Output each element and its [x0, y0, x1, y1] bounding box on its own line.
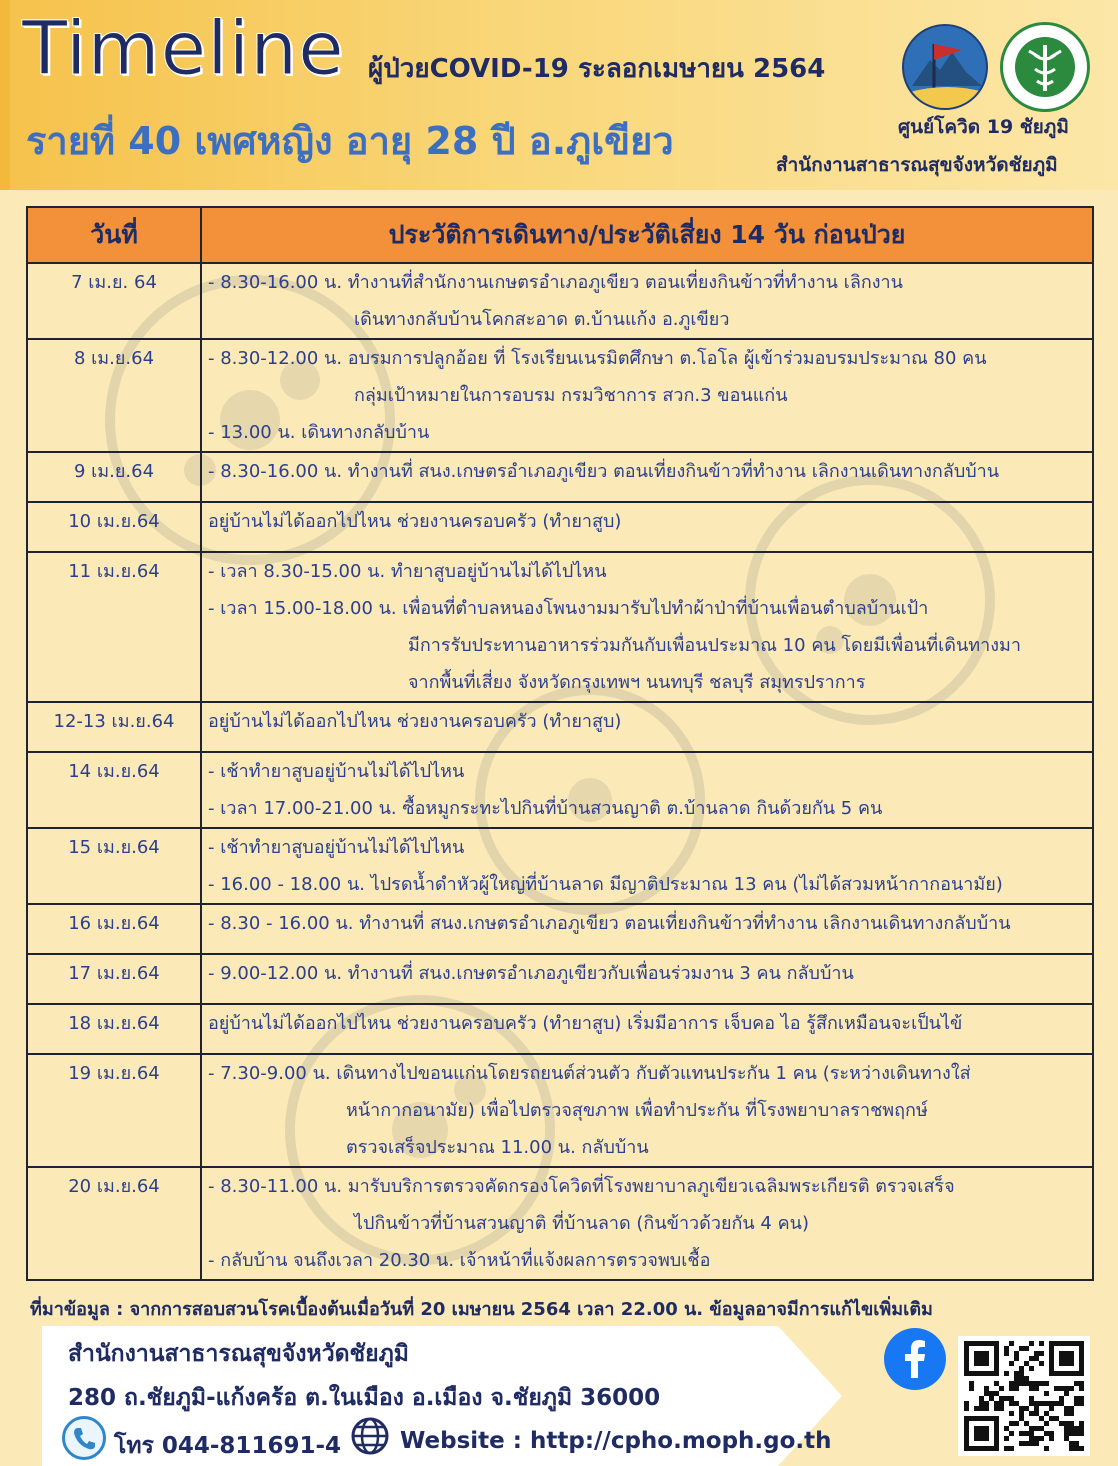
row-details — [201, 702, 1093, 752]
date-column-header: วันที่ — [27, 207, 201, 263]
table-row — [27, 1054, 1093, 1167]
timeline-title: Timeline — [22, 6, 345, 92]
row-date: 17 เม.ย.64 — [27, 954, 201, 1004]
row-details — [201, 502, 1093, 552]
row-details — [201, 828, 1093, 904]
ministry-of-public-health-logo — [1000, 22, 1090, 112]
row-date: 16 เม.ย.64 — [27, 904, 201, 954]
detail-line: - 7.30-9.00 น. เดินทางไปขอนแก่นโดยรถยนต์ส่วนตัว กับตัวแทนประกัน 1 คน (ระหว่างเดินทางใส่ — [208, 1063, 971, 1084]
row-date: 12-13 เม.ย.64 — [27, 702, 201, 752]
table-row — [27, 263, 1093, 339]
table-row — [27, 904, 1093, 954]
detail-line: ตรวจเสร็จประมาณ 11.00 น. กลับบ้าน — [346, 1137, 649, 1158]
row-details — [201, 1167, 1093, 1280]
row-date: 9 เม.ย.64 — [27, 452, 201, 502]
header-subtitle: ผู้ป่วยCOVID-19 ระลอกเมษายน 2564 — [368, 54, 826, 84]
row-date: 20 เม.ย.64 — [27, 1167, 201, 1280]
table-row — [27, 752, 1093, 828]
row-details — [201, 452, 1093, 502]
table-row — [27, 1167, 1093, 1280]
detail-line: เดินทางกลับบ้านโคกสะอาด ต.บ้านแก้ง อ.ภูเขียว — [354, 309, 730, 330]
detail-line: - เวลา 8.30-15.00 น. ทำยาสูบอยู่บ้านไม่ได้ไปไหน — [208, 561, 607, 582]
row-details — [201, 263, 1093, 339]
covid-center-name: ศูนย์โควิด 19 ชัยภูมิ — [898, 116, 1069, 138]
provincial-covid-center-logo — [902, 24, 988, 110]
row-date: 19 เม.ย.64 — [27, 1054, 201, 1167]
footer-office-name: สำนักงานสาธารณสุขจังหวัดชัยภูมิ — [68, 1341, 409, 1367]
header-accent — [0, 0, 10, 190]
detail-line: กลุ่มเป้าหมายในการอบรม กรมวิชาการ สวก.3 ขอนแก่น — [354, 385, 788, 406]
table-row — [27, 1004, 1093, 1054]
table-header-row — [27, 207, 1093, 263]
qr-code[interactable] — [958, 1336, 1090, 1456]
detail-line: - 9.00-12.00 น. ทำงานที่ สนง.เกษตรอำเภอภูเขียวกับเพื่อนร่วมงาน 3 คน กลับบ้าน — [208, 963, 854, 984]
detail-line: - เช้าทำยาสูบอยู่บ้านไม่ได้ไปไหน — [208, 837, 465, 858]
row-date: 15 เม.ย.64 — [27, 828, 201, 904]
detail-line: อยู่บ้านไม่ได้ออกไปไหน ช่วยงานครอบครัว (ทำยาสูบ) — [208, 711, 622, 732]
table-row — [27, 552, 1093, 702]
detail-line: - เวลา 15.00-18.00 น. เพื่อนที่ตำบลหนองโพนงามมารับไปทำผ้าป่าที่บ้านเพื่อนตำบลบ้านเป้า — [208, 598, 929, 619]
detail-line: อยู่บ้านไม่ได้ออกไปไหน ช่วยงานครอบครัว (ทำยาสูบ) — [208, 511, 622, 532]
table-row — [27, 954, 1093, 1004]
facebook-icon[interactable] — [884, 1328, 946, 1390]
row-date: 7 เม.ย. 64 — [27, 263, 201, 339]
row-date: 8 เม.ย.64 — [27, 339, 201, 452]
detail-line: - 8.30-16.00 น. ทำงานที่สำนักงานเกษตรอำเภอภูเขียว ตอนเที่ยงกินข้าวที่ทำงาน เลิกงาน — [208, 272, 903, 293]
row-details — [201, 904, 1093, 954]
row-date: 18 เม.ย.64 — [27, 1004, 201, 1054]
detail-line: ไปกินข้าวที่บ้านสวนญาติ ที่บ้านลาด (กินข้าวด้วยกัน 4 คน) — [354, 1213, 809, 1234]
case-title: รายที่ 40 เพศหญิง อายุ 28 ปี อ.ภูเขียว — [26, 119, 674, 163]
detail-line: มีการรับประทานอาหารร่วมกันกับเพื่อนประมาณ 10 คน โดยมีเพื่อนที่เดินทางมา — [408, 635, 1022, 656]
table-row — [27, 502, 1093, 552]
phone-number: โทร 044-811691-4 — [114, 1433, 342, 1459]
health-office-name: สำนักงานสาธารณสุขจังหวัดชัยภูมิ — [776, 154, 1058, 176]
timeline-body — [27, 263, 1093, 1280]
detail-line: อยู่บ้านไม่ได้ออกไปไหน ช่วยงานครอบครัว (ทำยาสูบ) เริ่มมีอาการ เจ็บคอ ไอ รู้สึกเหมือนจะเป็นไข้ — [208, 1013, 963, 1034]
row-details — [201, 1004, 1093, 1054]
detail-line: หน้ากากอนามัย) เพื่อไปตรวจสุขภาพ เพื่อทำประกัน ที่โรงพยาบาลราชพฤกษ์ — [346, 1100, 928, 1121]
detail-line: - เช้าทำยาสูบอยู่บ้านไม่ได้ไปไหน — [208, 761, 465, 782]
row-details — [201, 552, 1093, 702]
detail-line: จากพื้นที่เสี่ยง จังหวัดกรุงเทพฯ นนทบุรี ชลบุรี สมุทรปราการ — [408, 672, 866, 693]
row-details — [201, 752, 1093, 828]
timeline-table — [26, 206, 1094, 1281]
detail-line: - กลับบ้าน จนถึงเวลา 20.30 น. เจ้าหน้าที่แจ้งผลการตรวจพบเชื้อ — [208, 1250, 711, 1271]
row-details — [201, 954, 1093, 1004]
phone-icon — [62, 1416, 106, 1460]
globe-icon — [350, 1416, 390, 1456]
row-date: 14 เม.ย.64 — [27, 752, 201, 828]
detail-line: - 16.00 - 18.00 น. ไปรดน้ำดำหัวผู้ใหญ่ที่บ้านลาด มีญาติประมาณ 13 คน (ไม่ได้สวมหน้ากากอนามัย) — [208, 874, 1003, 895]
table-row — [27, 702, 1093, 752]
header-banner — [0, 0, 1118, 190]
history-column-header: ประวัติการเดินทาง/ประวัติเสี่ยง 14 วัน ก่อนป่วย — [201, 207, 1093, 263]
row-details — [201, 1054, 1093, 1167]
table-row — [27, 339, 1093, 452]
website-link[interactable]: Website : http://cpho.moph.go.th — [400, 1428, 832, 1454]
table-row — [27, 828, 1093, 904]
detail-line: - 8.30-12.00 น. อบรมการปลูกอ้อย ที่ โรงเรียนเนรมิตศึกษา ต.โอโล ผู้เข้าร่วมอบรมประมาณ 80 คน — [208, 348, 987, 369]
footer-address: 280 ถ.ชัยภูมิ-แก้งคร้อ ต.ในเมือง อ.เมือง จ.ชัยภูมิ 36000 — [68, 1385, 661, 1411]
table-row — [27, 452, 1093, 502]
row-date: 11 เม.ย.64 — [27, 552, 201, 702]
detail-line: - 13.00 น. เดินทางกลับบ้าน — [208, 422, 430, 443]
detail-line: - เวลา 17.00-21.00 น. ซื้อหมูกระทะไปกินที่บ้านสวนญาติ ต.บ้านลาด กินด้วยกัน 5 คน — [208, 798, 883, 819]
row-details — [201, 339, 1093, 452]
detail-line: - 8.30-11.00 น. มารับบริการตรวจคัดกรองโควิดที่โรงพยาบาลภูเขียวเฉลิมพระเกียรติ ตรวจเสร็จ — [208, 1176, 955, 1197]
data-source-note: ที่มาข้อมูล : จากการสอบสวนโรคเบื้องต้นเมื่อวันที่ 20 เมษายน 2564 เวลา 22.00 น. ข้อมูลอาจมีการแก้ไขเพิ่มเติม — [30, 1299, 933, 1320]
detail-line: - 8.30-16.00 น. ทำงานที่ สนง.เกษตรอำเภอภูเขียว ตอนเที่ยงกินข้าวที่ทำงาน เลิกงานเดินทางกลับบ้าน — [208, 461, 1000, 482]
row-date: 10 เม.ย.64 — [27, 502, 201, 552]
detail-line: - 8.30 - 16.00 น. ทำงานที่ สนง.เกษตรอำเภอภูเขียว ตอนเที่ยงกินข้าวที่ทำงาน เลิกงานเดินทางกลับบ้าน — [208, 913, 1011, 934]
